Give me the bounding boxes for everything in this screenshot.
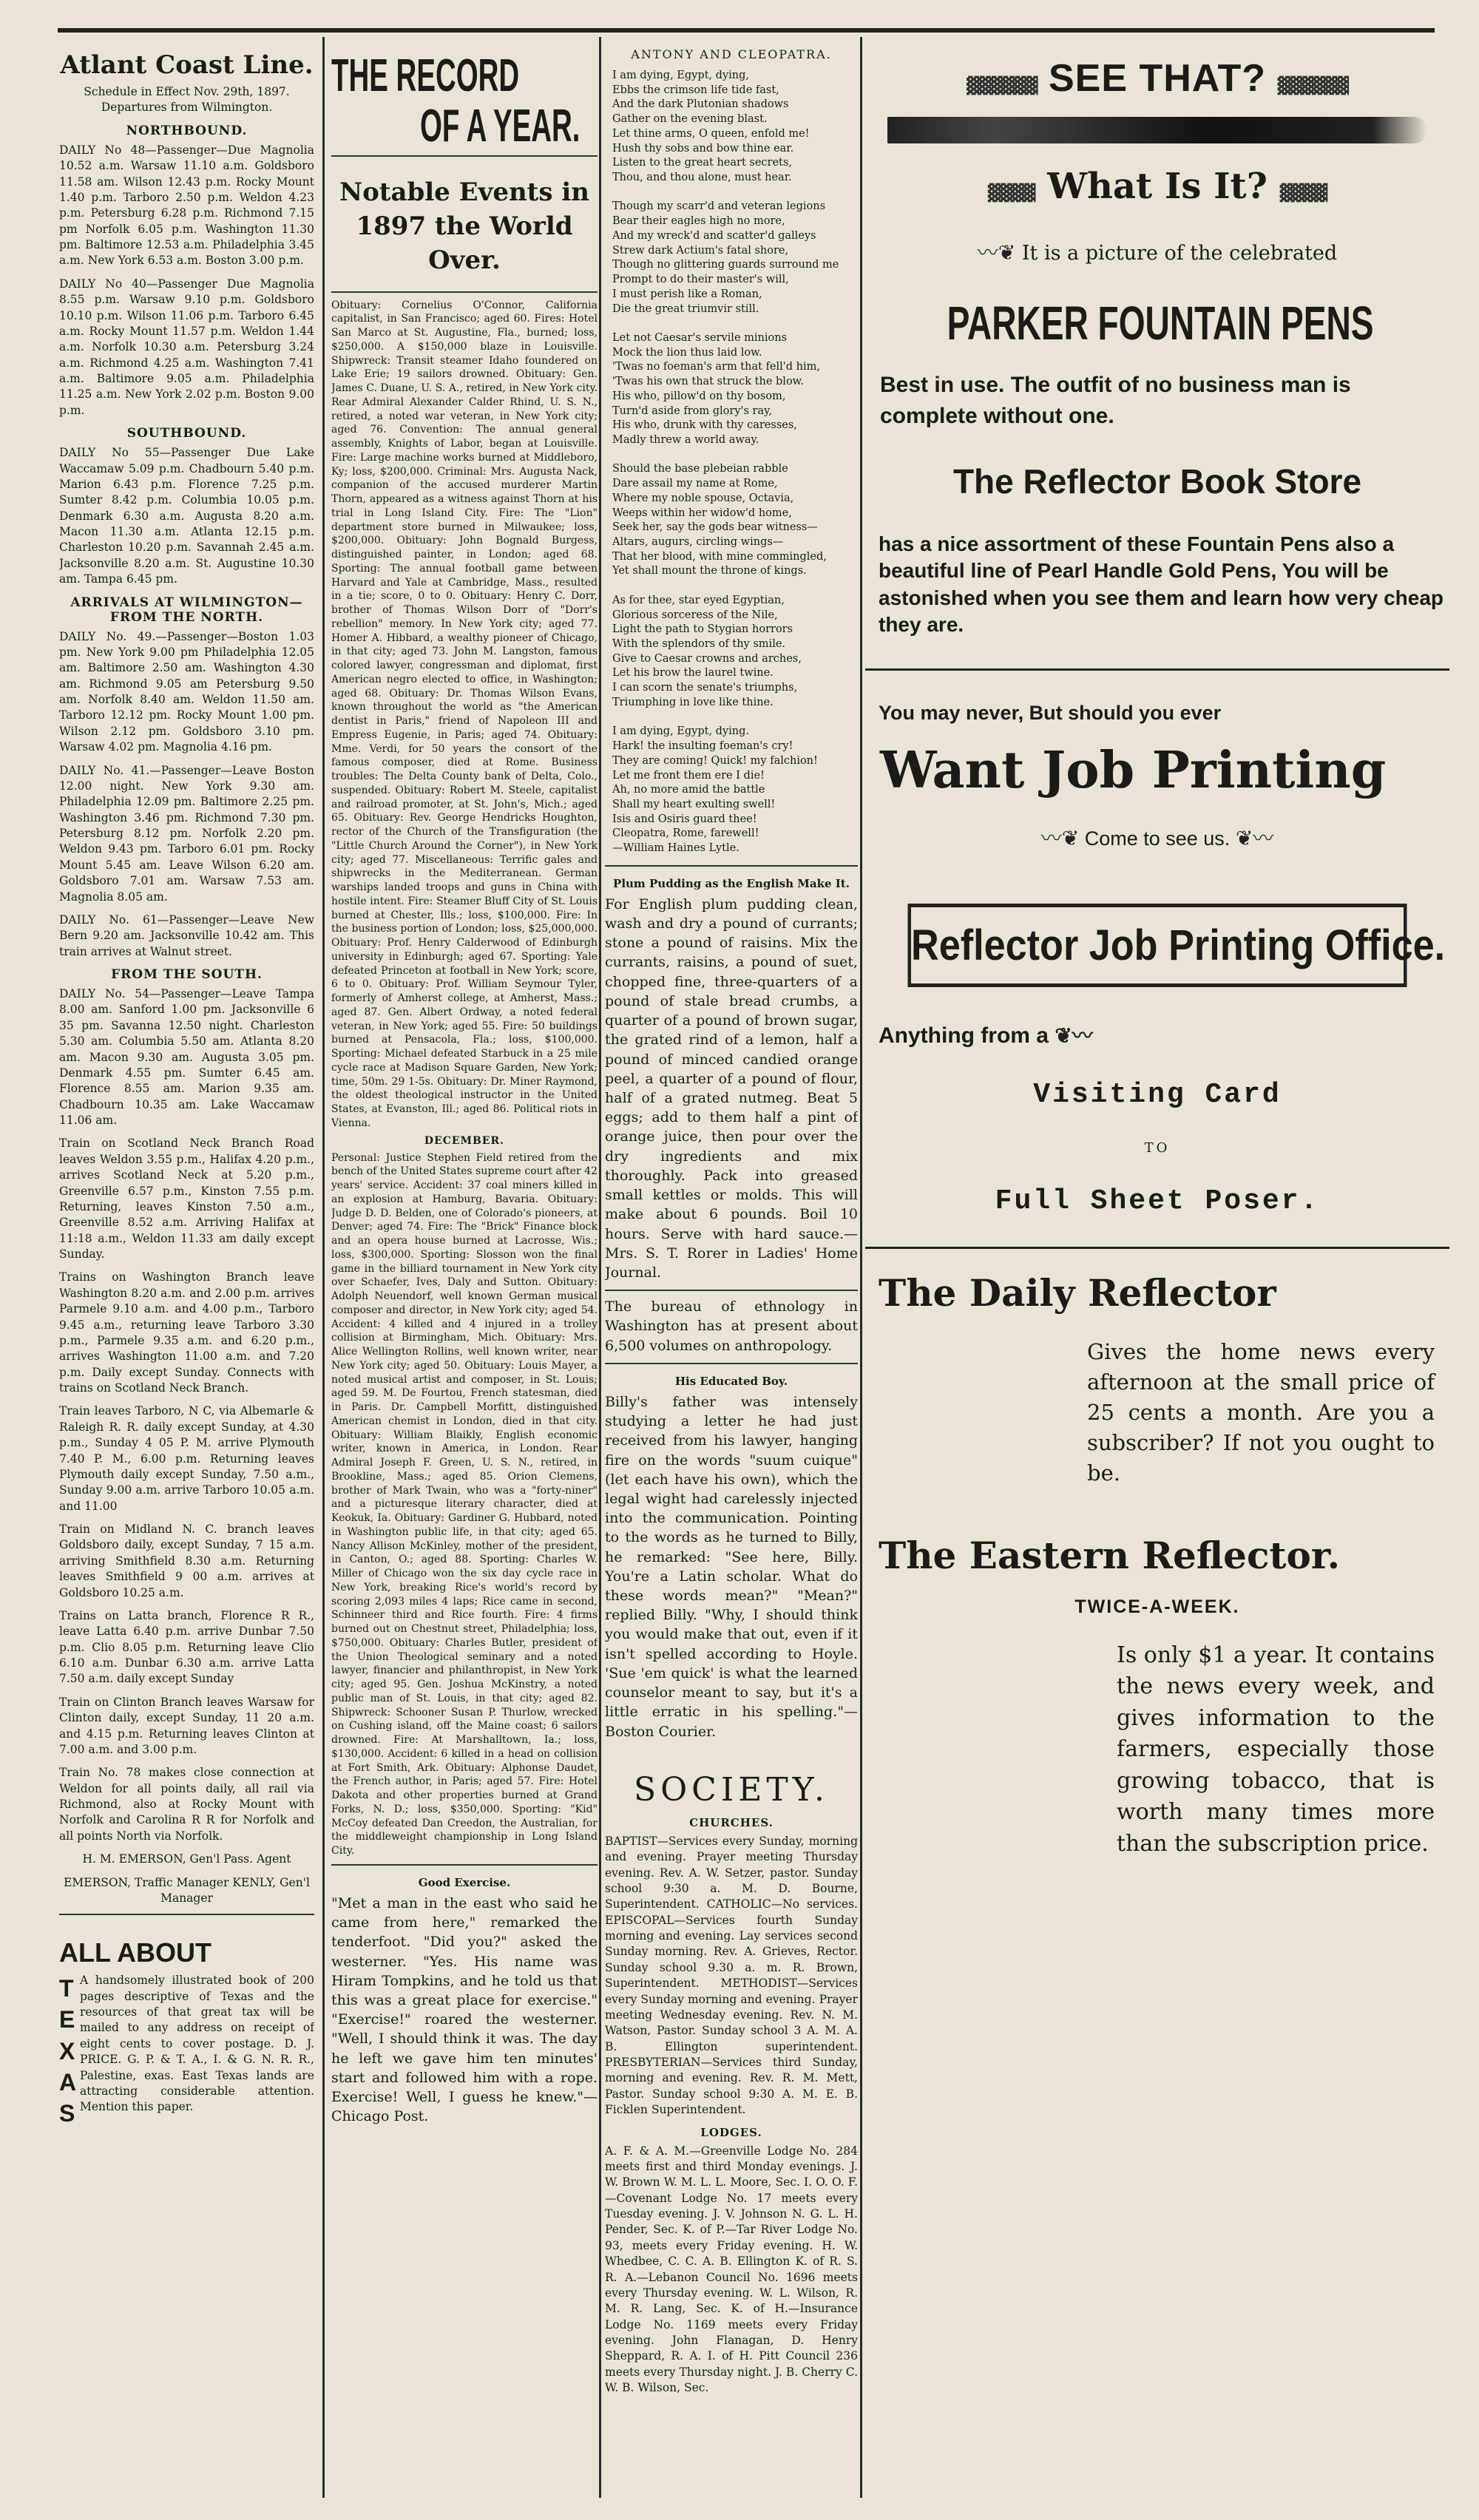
schedule-entry: DAILY No. 49.—Passenger—Boston 1.03 pm. New York 9.00 pm Philadelphia 12.05 am. Baltimore 2.50 am. Washington 4.30 am. Richmond 9.05 am Petersburg 9.50 am. Norfolk 8.40 am. Weldon 11.50 am. Tarboro 12.12 pm. Rocky Mount 1.00 pm. Wilson 2.12 pm. Goldsboro 3.10 pm. Warsaw 4.02 pm. Magnolia 4.16 pm. [59, 629, 314, 754]
ornament-icon: ▓▓▓▓▓▓ [1277, 77, 1348, 95]
daily-reflector-text: Gives the home news every afternoon at the small price of 25 cents a month. Are you a subscriber? If not you ought to be. [1087, 1338, 1435, 1486]
poem-line: With the splendors of thy smile. [612, 638, 786, 651]
full-sheet-poser: Full Sheet Poser. [995, 1185, 1320, 1217]
top-rule [58, 28, 1435, 33]
poem-line: Though no glittering guards surround me [612, 259, 839, 271]
divider [605, 1290, 858, 1291]
may-never-text: You may never, But should you ever [879, 701, 1222, 724]
poem-line: And my wreck'd and scatter'd galleys [612, 229, 816, 242]
good-exercise-heading: Good Exercise. [418, 1875, 511, 1889]
divider [331, 1864, 598, 1866]
poem-line [612, 186, 858, 200]
to-text: TO [1144, 1139, 1171, 1156]
poem-line: Though my scarr'd and veteran legions [612, 200, 826, 213]
poem-line: Weeps within her widow'd home, [612, 507, 792, 519]
poem-line [612, 448, 858, 463]
poem-line: Isis and Osiris guard thee! [612, 813, 757, 825]
bureau-text: The bureau of ethnology in Washington has at present about 6,500 volumes on anthropology. [605, 1298, 858, 1354]
parker-fountain-pens: PARKER FOUNTAIN PENS [947, 297, 1374, 350]
poem-line: And the dark Plutonian shadows [612, 98, 789, 111]
fountain-pens-text: has a nice assortment of these Fountain Pens also a beautiful line of Pearl Handle Gold Pens, You will be astonished when you see them and learn how very cheap they are. [879, 532, 1444, 637]
poem-line: Prompt to do their master's will, [612, 274, 789, 286]
poem [612, 69, 858, 856]
poem-line: 'Twas no foeman's arm that fell'd him, [612, 361, 820, 373]
twice-a-week: TWICE-A-WEEK. [1074, 1596, 1240, 1617]
arrivals-heading: ARRIVALS AT WILMINGTON— FROM THE NORTH. [70, 595, 303, 625]
column-rule-1 [322, 37, 325, 2498]
december-events-text: Personal: Justice Stephen Field retired from the bench of the United States supreme court after 42 years' service. Accident: 37 coal miners killed in an explosion at Hamburg, Bavaria. Obituary: Judge D. D. Belden, one of Colorado's pioneers, at Denver; aged 74. Fire: The "Brick" Finance block and an opera house burned at Lacrosse, Wis.; loss, $300,000. Sporting: Slosson won the final game in the billiard tournament in New York city over Schaefer, Ives, Daly and Sutton. Obituary: Adolph Neuendorf, well known German musical composer and director, in New York city; aged 54. Accident: 4 killed and 4 injured in a trolley collision at Birmingham, Mich. Obituary: Mrs. Alice Wellington Rollins, well known writer, near New York city; aged 50. Obituary: Louis Mayer, a noted musical artist and composer, in St. Louis; aged 59. M. De Fourtou, French statesman, died in Paris. Dr. Campbell Morfitt, distinguished American chemist in London, died in that city. Obituary: William Blaikly, English economic writer, known in America, in London. Rear Admiral Joseph F. Green, U. S. N., retired, in Brookline, Mass.; aged 85. Orion Clemens, brother of Mark Twain, who was a "forty-niner" and a picturesque literary character, died at Keokuk, Ia. Obituary: Gardiner G. Hubbard, noted in Washington public life, in that city; aged 65. Nancy Allison McKinley, mother of the president, in Canton, O.; aged 88. Sporting: Charles W. Miller of Chicago won the six day cycle race in New York, breaking Rice's world's record by scoring 2,093 miles 4 laps; Rice came in second, Schinneer third and Rice fourth. Fire: 4 firms burned out on Chestnut street, Philadelphia; loss, $750,000. Obituary: Charles Butler, president of the Union Theological seminary and a noted lawyer, financier and philanthropist, in New York city; aged 95. Gen. Joshua McKinstry, a noted public man of St. Louis, in that city; aged 82. Shipwreck: Schooner Susan P. Thurlow, wrecked on Cushing island, off the Maine coast; 6 sailors drowned. Fire: At Marshalltown, Ia.; loss, $130,000. Accident: 6 killed in a head on collision at Fort Smith, Ark. Obituary: Alphonse Daudet, the French author, in Paris; aged 57. Fire: Hotel Dakota and other properties burned at Grand Forks, N. D.; loss, $350,000. Sporting: "Kid" McCoy defeated Dan Creedon, the Australian, for the middleweight championship in Long Island City. [331, 1151, 598, 1857]
poem-line: Seek her, say the gods bear witness— [612, 521, 818, 534]
good-exercise-text: "Met a man in the east who said he came from here," remarked the tenderfoot. "Did you?" asked the westerner. "Yes. His name was Hiram Tompkins, and he told us that this was a great place for exercise." "Exercise!" roared the westerner. "Well, I should think it was. The day he left we gave him ten minutes' start and followed him with a rope. Exercise! Well, I guess he knew."—Chicago Post. [331, 1894, 598, 2125]
educated-boy-text: Billy's father was intensely studying a letter he had just received from his lawyer, hanging fire on the words "suum cuique" (let each have his own), which the legal wight had carelessly injected into the communication. Pointing to the words as he turned to Billy, he remarked: "See here, Billy. You're a Latin scholar. What do these words mean?" "Mean?" replied Billy. "Why, I should think you would make that out, even if it isn't spelled according to Hoyle. 'Sue 'em quick' is what the learned counselor meant to say, but it's a little erratic in his spelling."—Boston Courier. [605, 1393, 858, 1740]
daily-reflector-title: The Daily Reflector [879, 1270, 1276, 1315]
poem-line: Dare assail my name at Rome, [612, 478, 778, 490]
what-is-it-heading: ▓▓▓▓ What Is It? ▓▓▓▓ [987, 166, 1327, 207]
poem-line: Give to Caesar crowns and arches, [612, 652, 802, 665]
eastern-reflector-text: Is only $1 a year. It contains the news every week, and gives information to the farmers, especially those growing tobacco, that is worth many times more than the subscription price. [1117, 1642, 1435, 1857]
notable-events-heading: Notable Events in 1897 the World Over. [339, 177, 589, 275]
branch-paragraph: Train No. 78 makes close connection at Weldon for all points daily, all rail via Richmond, also at Rocky Mount with Norfolk and Carolina R R for Norfolk and all points North via Norfolk. [59, 1766, 314, 1843]
schedule-entry: DAILY No 48—Passenger—Due Magnolia 10.52 a.m. Warsaw 11.10 a.m. Goldsboro 11.58 am. Wilson 12.43 p.m. Rocky Mount 1.40 p.m. Tarboro 2.50 p.m. Weldon 4.23 p.m. Petersburg 6.28 p.m. Richmond 7.15 pm Norfolk 6.05 p.m. Washington 11.30 pm. Baltimore 12.53 a.m. Philadelphia 3.45 a.m. New York 6.53 a.m. Boston 3.00 p.m. [59, 143, 314, 268]
job-printing-office: Reflector Job Printing Office. [908, 904, 1407, 987]
picture-text: 〰❦ It is a picture of the celebrated [977, 240, 1338, 265]
signature: H. M. EMERSON, Gen'l Pass. Agent [82, 1852, 291, 1866]
texas-letters: T E X A S [59, 1975, 77, 2127]
divider [331, 291, 598, 293]
see-that-heading: ▓▓▓▓▓▓ SEE THAT? ▓▓▓▓▓▓ [967, 57, 1348, 100]
poem-line: Glorious sorceress of the Nile, [612, 609, 778, 621]
poem-line: Yet shall mount the throne of kings. [612, 565, 807, 578]
lodges-heading: LODGES. [700, 2125, 762, 2139]
eastern-reflector-title: The Eastern Reflector. [879, 1533, 1341, 1577]
poem-line [612, 316, 858, 331]
schedule-entry: DAILY No. 61—Passenger—Leave New Bern 9.20 am. Jacksonville 10.42 am. This train arrives at Walnut street. [59, 912, 314, 958]
poem-line: Listen to the great heart secrets, [612, 157, 792, 169]
society-heading: SOCIETY. [633, 1770, 830, 1809]
schedule-entry: DAILY No 55—Passenger Due Lake Waccamaw 5.09 p.m. Chadbourn 5.40 p.m. Marion 6.43 p.m. Florence 7.25 p.m. Sumter 8.42 p.m. Columbia 10.05 p.m. Denmark 6.30 a.m. Augusta 8.20 a.m. Macon 11.30 a.m. Atlanta 12.15 p.m. Charleston 10.20 p.m. Savannah 2.45 a.m. Jacksonville 8.20 a.m. St. Augustine 10.30 am. Tampa 6.45 pm. [59, 446, 314, 586]
swirl-icon: 〰❦ [1040, 826, 1080, 850]
churches-text: BAPTIST—Services every Sunday, morning and evening. Prayer meeting Thursday evening. Rev. A. W. Setzer, pastor. Sunday school 9:30 a. M. D. Bourne, Superintendent. CATHOLIC—No services. EPISCOPAL—Services fourth Sunday morning and evening. Lay services second Sunday morning. Rev. A. Grieves, Rector. Sunday school 9.30 a. m. R. Brown, Superintendent. METHODIST—Services every Sunday morning and evening. Prayer meeting Wednesday evening. Rev. N. M. Watson, Pastor. Sunday school 3 A. M. A. B. Ellington superintendent. PRESBYTERIAN—Services third Sunday, morning and evening. Rev. R. M. Mett, Pastor. Sunday school 9:30 A. M. E. B. Ficklen Superintendent. [605, 1834, 858, 2117]
record-headline: THE RECORD [331, 50, 520, 101]
poem-line: —William Haines Lytle. [612, 842, 740, 855]
swirl-icon: ❦〰 [1235, 826, 1274, 850]
poem-line: 'Twas his own that struck the blow. [612, 376, 804, 388]
poem-line: I am dying, Egypt, dying, [612, 70, 750, 81]
poem-line: I must perish like a Roman, [612, 288, 762, 300]
column-rule-2 [599, 37, 601, 2498]
branch-paragraph: Trains on Washington Branch leave Washington 8.20 a.m. and 2.00 p.m. arrives Parmele 9.10 a.m. and 4.00 p.m., Tarboro 9.45 a.m., returning leave Tarboro 3.30 p.m., Parmele 9.35 a.m. and 6.20 p.m., arrives Washington 11.00 a.m. and 7.20 p.m. Daily except Sunday. Connects with trains on Scotland Neck Branch. [59, 1270, 314, 1395]
from-south-heading: FROM THE SOUTH. [111, 967, 263, 982]
december-heading: DECEMBER. [424, 1134, 505, 1147]
divider [59, 1914, 314, 1915]
poem-line: That her blood, with mine commingled, [612, 550, 827, 563]
branch-paragraph: Train on Scotland Neck Branch Road leaves Weldon 3.55 p.m., Halifax 4.20 p.m., arrives Scotland Neck at 5.20 p.m., Greenville 6.57 p.m., Kinston 7.55 p.m. Returning, leaves Kinston 7.50 a.m., Greenville 8.52 a.m. Arriving Halifax at 11:18 a.m., Weldon 11.33 am daily except Sunday. [59, 1137, 314, 1261]
educated-boy-heading: His Educated Boy. [674, 1374, 788, 1388]
poem-line: His who, drunk with thy caresses, [612, 419, 797, 432]
swirl-icon: ❦〰 [1055, 1023, 1093, 1047]
events-text: Obituary: Cornelius O'Connor, California capitalist, in San Francisco; aged 60. Fires: Hotel San Marco at St. Augustine, Fla., burned; loss, $250,000. A $150,000 blaze in Louisville. Shipwreck: Transit steamer Idaho foundered on Lake Erie; 19 sailors drowned. Obituary: Gen. James C. Duane, U. S. A., retired, in New York city. Rear Admiral Alexander Calder Rhind, U. S. N., retired, a noted war veteran, in New York city; aged 76. Convention: The annual general assembly, Knights of Labor, began at Louisville. Fire: Large machine works burned at Middleboro, Ky; loss, $200,000. Criminal: Mrs. Augusta Nack, companion of the accused murderer Martin Thorn, appeared as a witness against Thorn at his trial in Long Island City. Fire: The "Lion" department store burned in Milwaukee; loss, $200,000. Obituary: John Bognald Burgess, distinguished painter, in London; aged 68. Sporting: The annual football game between Harvard and Yale at Cambridge, Mass., resulted in a tie; score, 0 to 0. Obituary: Henry C. Dorr, brother of Thomas Wilson Dorr of "Dorr's rebellion" memory. In New York city; aged 77. Homer A. Hibbard, a wealthy pioneer of Chicago, in that city; aged 73. John M. Langston, famous colored lawyer, congressman and diplomat, first American negro elected to office, in Washington; aged 68. Obituary: Dr. Thomas Wilson Evans, known throughout the world as "the American dentist in Paris," friend of Napoleon III and Empress Eugenie, in Paris; aged 74. Obituary: Mme. Verdi, for 50 years the consort of the famous composer, died at Rome. Business troubles: The Delta County bank of Delta, Colo., suspended. Obituary: Robert M. Steele, capitalist and railroad promoter, at St. John's, Mich.; aged 65. Obituary: Rev. George Hendricks Houghton, rector of the Church of the Transfiguration (the "Little Church Around the Corner"), in New York city; aged 77. Miscellaneous: Terrific gales and shipwrecks in the Mediterranean. German warships landed troops and guns in China with hostile intent. Fire: Steamer Bluff City of St. Louis burned at Chester, Ills.; loss, $100,000. Fire: In the business portion of London; loss, $25,000,000. Obituary: Prof. Henry Calderwood of Edinburgh university in Edinburgh; aged 67. Sporting: Yale defeated Princeton at football in New York; score, 6 to 0. Obituary: Prof. William Seymour Tyler, formerly of Amherst college, at Amherst, Mass.; aged 87. Gen. Albert Ordway, a noted federal veteran, in New York; aged 55. Fire: 50 buildings burned at Pensacola, Fla.; loss, $100,000. Sporting: Michael defeated Starbuck in a 25 mile cycle race at Madison Square Garden, New York; time, 50m. 29 1-5s. Obituary: Dr. Miner Raymond, the oldest theological instructor in the United States, at Evanston, Ill.; aged 86. Political riots in Vienna. [331, 299, 598, 1129]
branch-paragraph: Train on Clinton Branch leaves Warsaw for Clinton daily, except Sunday, 11 20 a.m. and 4.15 p.m. Returning leaves Clinton at 7.00 a.m. and 3.00 p.m. [59, 1695, 314, 1756]
plum-pudding-heading: Plum Pudding as the English Make It. [613, 876, 850, 890]
poem-line: Should the base plebeian rabble [612, 463, 788, 475]
divider [605, 865, 858, 867]
churches-heading: CHURCHES. [689, 1815, 774, 1829]
plum-pudding-text: For English plum pudding clean, wash and dry a pound of currants; stone a pound of raisins. Mix the currants, raisins, a pound of suet, chopped fine, three-quarters of a pound of stale bread crumbs, a quarter of a pound of brown sugar, the grated rind of a lemon, half a pound of minced candied orange peel, a quarter of a pound of flour, half of a grated nutmeg. Beat 5 eggs; add to them half a pint of orange juice, then pour over the dry ingredients and mix thoroughly. Pack into greased small kettles or molds. This will make about 6 pounds. Boil 10 hours. Serve with hard sauce.—Mrs. S. T. Rorer in Ladies' Home Journal. [605, 895, 858, 1281]
poem-line: Triumphing in love like thine. [612, 696, 774, 708]
poem-line: Turn'd aside from glory's ray, [612, 404, 772, 417]
poem-line: As for thee, star eyed Egyptian, [612, 594, 785, 606]
branch-paragraph: Train on Midland N. C. branch leaves Goldsboro daily, except Sunday, 7 15 a.m. arriving Smithfield 8.30 a.m. Returning leaves Smithfield 9 00 a.m. arrives at Goldsboro 10.25 a.m. [59, 1522, 314, 1599]
poem-line: Bear their eagles high no more, [612, 215, 785, 228]
poem-line: I can scorn the senate's triumphs, [612, 682, 798, 694]
lodges-text: A. F. & A. M.—Greenville Lodge No. 284 meets first and third Monday evenings. J. W. Brown W. M. L. L. Moore, Sec. I. O. O. F.—Covenant Lodge No. 17 meets every Tuesday evening. J. V. Johnson N. G. L. H. Pender, Sec. K. of P.—Tar River Lodge No. 93, meets every Friday evening. H. W. Whedbee, C. C. A. B. Ellington K. of R. S. R. A.—Lebanon Council No. 1696 meets every Thursday evening. W. L. Wilson, R. M. R. Lang, Sec. K. of H.—Insurance Lodge No. 1169 meets every Friday evening. John Flanagan, D. Henry Sheppard, R. A. I. of H. Pitt Council 236 meets every Thursday night. J. B. Cherry C. W. B. Wilson, Sec. [605, 2144, 858, 2395]
reflector-book-store: The Reflector Book Store [952, 462, 1362, 501]
all-about-text: A handsomely illustrated book of 200 pages descriptive of Texas and the resources of that great tax will be mailed to any address on receipt of eight cents to cover postage. D. J. PRICE. G. P. & T. A., I. & G. N. R. R., Palestine, exas. East Texas lands are attracting considerable attention. Mention this paper. [80, 1974, 314, 2114]
poem-line: Mock the lion thus laid low. [612, 346, 762, 359]
best-in-use-text: Best in use. The outfit of no business man is complete without one. [880, 373, 1351, 428]
spacer [865, 671, 1449, 700]
poem-line: Madly threw a world away. [612, 433, 759, 446]
northbound-heading: NORTHBOUND. [126, 123, 248, 138]
poem-line: Where my noble spouse, Octavia, [612, 492, 794, 504]
poem-line: Gather on the evening blast. [612, 113, 768, 126]
divider [865, 1247, 1449, 1249]
want-job-printing: Want Job Printing [880, 740, 1387, 800]
schedule-note: Schedule in Effect Nov. 29th, 1897. Departures from Wilmington. [84, 85, 290, 115]
all-about-title: ALL ABOUT [59, 1937, 211, 1968]
poem-line: Let me front them ere I die! [612, 769, 765, 782]
schedule-entry: DAILY No. 41.—Passenger—Leave Boston 12.00 night. New York 9.30 am. Philadelphia 12.09 pm. Baltimore 2.25 pm. Washington 3.46 pm. Richmond 7.30 pm. Petersburg 8.12 pm. Norfolk 2.20 pm. Weldon 9.43 pm. Tarboro 6.01 pm. Rocky Mount 5.45 am. Leave Wilson 6.20 am. Goldsboro 7.01 am. Warsaw 7.53 am. Magnolia 8.05 am. [59, 763, 314, 904]
poem-line: Let thine arms, O queen, enfold me! [612, 127, 810, 140]
record-column [331, 41, 598, 2490]
poem-line: Cleopatra, Rome, farewell! [612, 827, 759, 840]
ornament-icon: ▓▓▓▓ [987, 184, 1035, 203]
record-headline-2: OF A YEAR. [420, 101, 581, 152]
anything-from-text: Anything from a ❦〰 [879, 1023, 1093, 1048]
branch-paragraph: Trains on Latta branch, Florence R R., leave Latta 6.40 p.m. arrive Dunbar 7.50 p.m. Clio 8.05 p.m. Returning leave Clio 6.10 a.m. Dunbar 6.30 a.m. arrive Latta 7.50 a.m. daily except Sunday [59, 1608, 314, 1686]
ornament-icon: ▓▓▓▓ [1279, 184, 1327, 203]
poem-line: I am dying, Egypt, dying. [612, 725, 750, 738]
swirl-icon: 〰❦ [977, 240, 1016, 265]
poem-line: Ah, no more amid the battle [612, 784, 765, 796]
poem-line: Light the path to Stygian horrors [612, 623, 793, 636]
poem-line: Strew dark Actium's fatal shore, [612, 244, 789, 257]
poem-line: Shall my heart exulting swell! [612, 798, 776, 810]
ornament-icon: ▓▓▓▓▓▓ [967, 77, 1038, 95]
poem-line: Altars, augurs, circling wings— [612, 536, 784, 548]
fountain-pen-icon [887, 117, 1427, 143]
poem-line [612, 711, 858, 725]
branch-paragraph: Train leaves Tarboro, N C, via Albemarle & Raleigh R. R. daily except Sunday, at 4.30 p.m., Sunday 4 05 P. M. arrive Plymouth 7.40 P. M., 6.00 p.m. Returning leaves Plymouth daily except Sunday, 7.50 a.m., Sunday 9.00 a.m. arrive Tarboro 10.05 a.m. and 11.00 [59, 1404, 314, 1513]
poem-line: Hush thy sobs and bow thine ear. [612, 142, 794, 155]
come-to-see-us: 〰❦ Come to see us. ❦〰 [1040, 826, 1274, 850]
poem-line: Ebbs the crimson life tide fast, [612, 84, 779, 96]
schedule-entry: DAILY No 40—Passenger Due Magnolia 8.55 p.m. Warsaw 9.10 p.m. Goldsboro 10.10 p.m. Wilson 11.06 p.m. Tarboro 6.45 a.m. Rocky Mount 11.57 p.m. Weldon 1.44 a.m. Norfolk 10.30 a.m. Petersburg 3.24 a.m. Richmond 4.25 a.m. Washington 7.41 a.m. Baltimore 9.05 a.m. Philadelphia 11.25 a.m. New York 2.02 p.m. Boston 9.00 p.m. [59, 277, 314, 417]
poem-line: Hark! the insulting foeman's cry! [612, 740, 793, 753]
miscellany-column [605, 41, 858, 2490]
poem-line: Thou, and thou alone, must hear. [612, 172, 792, 184]
poem-line: Let not Caesar's servile minions [612, 331, 788, 344]
poem-line: Die the great triumvir still. [612, 302, 759, 315]
divider [605, 1363, 858, 1364]
poem-line [612, 579, 858, 594]
schedule-entry: DAILY No. 54—Passenger—Leave Tampa 8.00 am. Sanford 1.00 pm. Jacksonville 6 35 pm. Savanna 12.50 night. Charleston 5.30 am. Columbia 5.50 am. Atlanta 8.20 am. Macon 9.30 am. Augusta 3.05 pm. Denmark 4.55 pm. Sumter 6.45 am. Florence 8.55 am. Marion 9.35 am. Chadbourn 10.35 am. Lake Waccamaw 11.06 am. [59, 987, 314, 1127]
divider [331, 155, 598, 157]
southbound-heading: SOUTHBOUND. [126, 426, 247, 441]
poem-title: ANTONY AND CLEOPATRA. [631, 47, 832, 61]
poem-line: Let his brow the laurel twine. [612, 667, 774, 680]
all-about-texas-ad [59, 1973, 314, 2129]
poem-line: His who, pillow'd on thy bosom, [612, 390, 786, 402]
railway-schedule-column [59, 41, 314, 2490]
railway-title: Atlant Coast Line. [60, 50, 314, 80]
signature: EMERSON, Traffic Manager KENLY, Gen'l Manager [64, 1875, 310, 1905]
poem-line: They are coming! Quick! my falchion! [612, 754, 818, 767]
advertisement-column [865, 41, 1449, 2490]
column-rule-3 [860, 37, 862, 2498]
visiting-card: Visiting Card [1033, 1078, 1282, 1111]
